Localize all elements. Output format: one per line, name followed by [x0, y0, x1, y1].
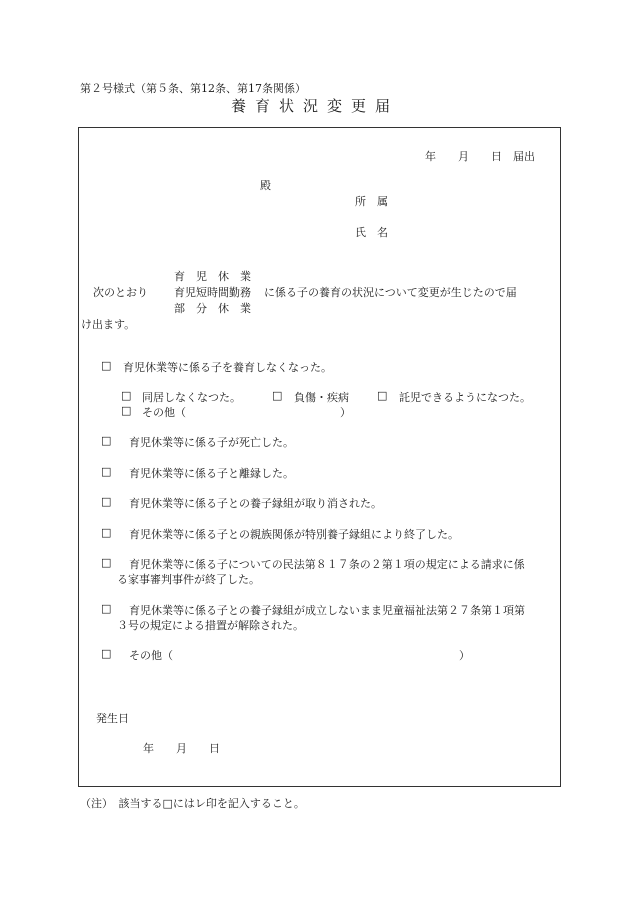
checkbox-sub-other[interactable]: □	[121, 404, 132, 417]
footnote: （注） 該当する□にはレ印を記入すること。	[80, 797, 305, 810]
name-label: 氏 名	[355, 226, 388, 239]
reason-family-court-line1: 育児休業等に係る子についての民法第８１７条の２第１項の規定による請求に係	[129, 558, 525, 571]
leave-type-short-hours: 育児短時間勤務	[174, 286, 251, 299]
intro-wrap: け出ます。	[81, 318, 136, 331]
reason-separation: 育児休業等に係る子と離縁した。	[129, 467, 294, 480]
reason-adoption-cancelled: 育児休業等に係る子との養子縁組が取り消された。	[129, 497, 382, 510]
checkbox-not-raising[interactable]: □	[101, 359, 112, 372]
addressee: 殿	[260, 179, 271, 192]
checkbox-welfare-measure[interactable]: □	[101, 602, 112, 615]
reason-welfare-line2: ３号の規定による措置が解除された。	[117, 619, 304, 632]
checkbox-separation[interactable]: □	[101, 465, 112, 478]
submission-date: 年 月 日 届出	[425, 150, 535, 163]
checkbox-not-cohabiting[interactable]: □	[121, 389, 132, 402]
reason-death: 育児休業等に係る子が死亡した。	[129, 436, 294, 449]
reason-welfare-line1: 育児休業等に係る子との養子縁組が成立しないまま児童福祉法第２７条第１項第	[129, 604, 525, 617]
leave-type-childcare-leave: 育 児 休 業	[174, 270, 251, 283]
form-box	[78, 127, 561, 787]
document-title: 養育状況変更届	[230, 97, 399, 115]
leave-type-partial-leave: 部 分 休 業	[174, 302, 251, 315]
reason-family-court-line2: る家事審判事件が終了した。	[117, 573, 260, 586]
checkbox-other[interactable]: □	[101, 647, 112, 660]
intro-suffix: に係る子の養育の状況について変更が生じたので届	[264, 286, 517, 299]
checkbox-injury[interactable]: □	[272, 389, 283, 402]
occurrence-date-field: 年 月 日	[143, 742, 220, 755]
affiliation-label: 所 属	[355, 195, 388, 208]
reason-not-raising: 育児休業等に係る子を養育しなくなった。	[123, 361, 332, 374]
occurrence-date-label: 発生日	[96, 712, 129, 725]
sub-injury: 負傷・疾病	[294, 391, 349, 404]
form-number: 第２号様式（第５条、第12条、第17条関係）	[80, 82, 306, 95]
sub-not-cohabiting: 同居しなくなつた。	[142, 391, 241, 404]
checkbox-special-adoption[interactable]: □	[101, 526, 112, 539]
reason-other-close: ）	[459, 649, 470, 662]
checkbox-family-court[interactable]: □	[101, 556, 112, 569]
checkbox-adoption-cancelled[interactable]: □	[101, 495, 112, 508]
sub-childcare: 託児できるようになつた。	[399, 391, 531, 404]
reason-special-adoption: 育児休業等に係る子との親族関係が特別養子縁組により終了した。	[129, 528, 459, 541]
intro-prefix: 次のとおり	[93, 286, 148, 299]
reason-other-label: その他（	[129, 649, 173, 662]
checkbox-childcare[interactable]: □	[377, 389, 388, 402]
checkbox-death[interactable]: □	[101, 434, 112, 447]
sub-other: その他（ ）	[142, 406, 351, 419]
